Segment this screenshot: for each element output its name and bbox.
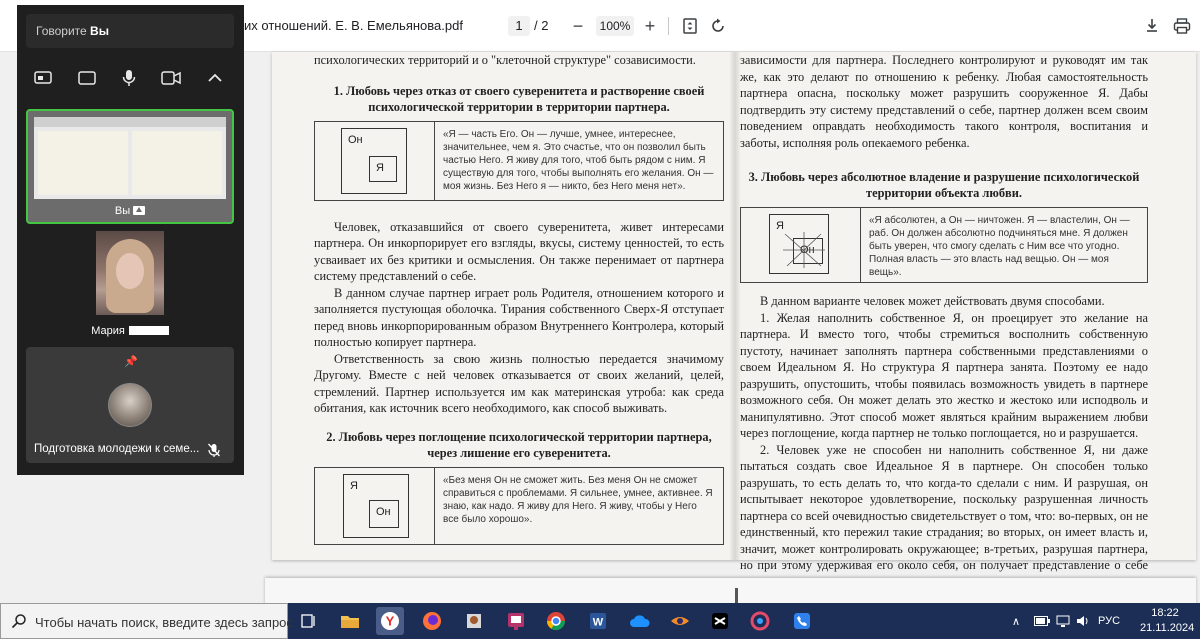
group-avatar [108,383,152,427]
diagram-box-2 [314,467,724,545]
network-icon [1056,615,1070,627]
section-1-heading: 1. Любовь через отказ от своего суверенитета и растворение своей психологической территории в территории партнера. [333,83,705,114]
capcut-button[interactable] [706,607,734,635]
maria-label [26,325,234,337]
file-explorer-button[interactable] [336,607,364,635]
volume-icon [1076,615,1090,627]
speaking-name: Вы [90,24,109,38]
taskbar-search-box[interactable] [0,603,293,639]
zoom-out-button[interactable] [566,14,590,38]
window-icon [78,71,96,85]
svg-text:W: W [592,616,604,629]
diagram-1-inner-label: Я [376,161,384,174]
yandex-browser-icon [380,611,400,631]
diagram-box-3 [740,207,1148,283]
self-label [28,205,232,217]
plus-icon: + [644,16,656,36]
app-pinned-2-icon [506,611,526,631]
collapse-panel-button[interactable] [203,68,227,88]
clock-date: 21.11.2024 [1140,622,1195,634]
page-total: / 2 [534,18,549,33]
diagram-2-outer-label: Я [350,479,358,492]
onedrive-icon [629,613,651,629]
group-name: Подготовка молодежи к семе... [34,443,200,455]
diagram-2-inner-square [369,500,399,528]
shared-screen-thumbnail [34,117,226,199]
mic-off-icon [208,443,220,460]
pdf-file-title: их отношений. Е. В. Емельянова.pdf [244,18,463,33]
right-paragraph-3: 2. Человек уже не способен ни наполнить собственное Я, ни даже пытаться создать свое Идеальное Я в партнере. Он способен только разрушать, то есть делать то, что когда-то сделали с ним. И разрушая, он испытывает некоторое удовлетворение, поскольку разрушенная личность партнера со всей очевидностью свидетельствует о том, что: во-первых, он не единственный, кто пережил такие страдания; во вторых, он имеет власть и, значит, может контролировать окружающее; в-третьих, разрушая партнера, но при этому удерживая его около себя, он получает представление о себе [740,442,1148,572]
print-icon [1173,18,1191,34]
volume-button[interactable] [1076,603,1090,639]
diagram-3-break-lines [781,230,827,270]
minus-icon: − [572,16,584,36]
zoom-level-input[interactable]: 100% [596,16,634,36]
quote-2: «Без меня Он не сможет жить. Без меня Он не сможет справиться с проблемами. Я сильнее, умнее, активнее. Я знаю, как надо. Я живу для Него. Я живу, чтобы у Него все было хорошо». [443,474,713,525]
pdf-page-1 [272,52,1196,572]
network-button[interactable] [1056,603,1070,639]
chrome-icon [546,611,566,631]
app-pinned-5-button[interactable] [788,607,816,635]
battery-button[interactable] [1034,603,1050,639]
chevron-up-icon [208,73,222,83]
speaking-indicator [26,14,234,48]
diagram-3-outer-label: Я [776,220,784,232]
microphone-button[interactable] [117,68,141,88]
word-button[interactable] [584,607,612,635]
onedrive-button[interactable] [626,607,654,635]
download-button[interactable] [1140,14,1164,38]
maria-face [116,253,144,289]
app-pinned-4-button[interactable] [746,607,774,635]
fit-page-button[interactable] [678,14,702,38]
tray-overflow-button[interactable] [1012,603,1020,639]
screen-share-button[interactable] [31,68,55,88]
diagram-1-inner-square [369,156,397,182]
left-intro-line: психологических территорий и о "клеточной структуре" созависимости. [314,53,696,67]
screen-share-icon [34,70,52,86]
diagram-2-inner-label: Он [376,505,391,518]
toolbar-divider [668,17,669,35]
section-3-heading: 3. Любовь через абсолютное владение и разрушение психологической территории объекта любви. [748,170,1140,200]
app-pinned-1-button[interactable] [460,607,488,635]
page-2-mark [735,588,738,604]
participant-tile-group[interactable] [26,347,234,463]
thumbnail-toolbar [34,117,226,127]
fit-page-icon [682,18,698,34]
maria-video [96,231,164,315]
rotate-icon [710,18,726,34]
capcut-icon [710,611,730,631]
taskbar-clock[interactable] [1140,606,1195,636]
right-paragraph-1: В данном варианте человек может действовать двумя способами. [760,294,1105,308]
task-view-icon [299,613,317,629]
chevron-up-icon: ∧ [1012,615,1021,628]
page-number-input[interactable]: 1 [508,16,530,36]
diagram-1-outer-label: Он [348,133,363,146]
page-right-column [740,52,1148,590]
self-video-tile[interactable] [26,109,234,224]
taskbar [0,603,1200,639]
search-icon [11,613,27,631]
camera-icon [161,71,181,85]
clock-time: 18:22 [1151,607,1179,619]
diagram-3 [741,208,861,282]
camera-button[interactable] [159,68,183,88]
app-pinned-3-button[interactable] [666,607,694,635]
chrome-button[interactable] [542,607,570,635]
firefox-button[interactable] [418,607,446,635]
firefox-icon [422,611,442,631]
print-button[interactable] [1170,14,1194,38]
keyboard-language[interactable]: РУС [1098,615,1121,627]
maria-name: Мария [91,325,125,337]
right-paragraph-2: 1. Желая наполнить собственное Я, он проецирует это желание на партнера. И вместо того, чтобы стремиться восполнить собственную пустоту, начинает заполнять партнера собственными представлениями о своем Идеальном Я. Но структура Я партнера занята. Поэтому ее надо разрушить, опустошить, чтобы появилась возможность увидеть в партнере возможного себя. Он может делать это жестко и жестоко или исподволь и манипулятивно. Этот способ может являться крайним выражением любви через поглощение, когда партнер не только поглощается, но и разрушается. [740,310,1148,440]
rotate-button[interactable] [706,14,730,38]
download-icon [1144,17,1160,35]
pin-icon: 📌 [124,356,138,368]
zoom-in-button[interactable] [638,14,662,38]
thumbnail-left-page [38,131,128,195]
quote-3: «Я абсолютен, а Он — ничтожен. Я — властелин, Он — раб. Он должен абсолютно подчиняться мне. Я должен быть уверен, что смогу сделать с Ним все что угодно. Полная власть — это власть над вещью. Он — моя вещь». [869,215,1130,278]
window-mode-button[interactable] [75,68,99,88]
eye-app-icon [670,611,690,631]
diagram-3-inner-label: Он [800,244,815,256]
word-icon [588,611,608,631]
left-paragraph-3: Ответственность за свою жизнь полностью передается значимому Другому. Вместе с ней человек отказывается от своих желаний, целей, стремлений. Партнер используется им как материнская утроба: как среда обитания, как источник всего необходимого, как способ выживать. [314,351,724,415]
sharing-icon [133,206,145,215]
battery-icon [1034,616,1050,626]
participant-tile-maria[interactable] [26,229,234,347]
quote-1: «Я — часть Его. Он — лучше, умнее, интереснее, значительнее, чем я. Это счастье, что он позволил быть частью Него. Я живу для того, чтоб быть рядом с ним. Я существую для того, чтобы выполнять его желания. Он — моя жизнь. Без Него я — никто, без Него меня нет». [443,128,714,192]
meeting-panel [17,5,244,475]
app-pinned-2-button[interactable] [502,607,530,635]
section-2-heading: 2. Любовь через поглощение психологической территории партнера, через лишение его суверенитета. [326,429,712,460]
svg-text:Y: Y [385,613,395,629]
self-name: Вы [114,205,131,217]
left-paragraph-1: Человек, отказавшийся от своего суверенитета, живет интересами партнера. Он инкорпорирует его взгляды, вкусы, систему ценностей, то есть усваивает их без критики и осмысления. Он также перенимает от партнера систему представлений о себе. [314,219,724,283]
app-pinned-1-icon [464,611,484,631]
app-pinned-4-icon [750,611,770,631]
yandex-browser-button[interactable] [376,607,404,635]
book-spine-shadow [730,52,740,560]
page-left-column [314,52,724,555]
redacted-surname [129,326,169,335]
right-intro: зависимости для партнера. Последнего контролируют и руководят им так же, как это делают по отношению к ребенку. Любая самостоятельность партнера опасна, поскольку может разрушить сооруженное Я. Дабы подтвердить эту систему представлений о себе, партнер должен всем своим поведением оправдать необходимость такого контроля, воспитания и заботы, исполняя роль опекаемого ребенка. [740,53,1148,150]
speaking-prefix: Говорите [36,24,87,38]
diagram-2 [315,468,435,544]
diagram-box-1 [314,121,724,201]
file-explorer-icon [340,613,360,629]
task-view-button[interactable] [294,607,322,635]
microphone-icon [122,69,136,87]
thumbnail-right-page [132,131,222,195]
diagram-1 [315,122,435,200]
search-placeholder: Чтобы начать поиск, введите здесь запрос [35,615,293,630]
phone-app-icon [792,611,812,631]
left-paragraph-2: В данном случае партнер играет роль Родителя, отношением которого и заполняется пустующая оболочка. Тирания собственного Сверх-Я отступает перед вновь инкорпорированным образом Внутреннего Контролера, который полностью копирует партнера. [314,285,724,349]
